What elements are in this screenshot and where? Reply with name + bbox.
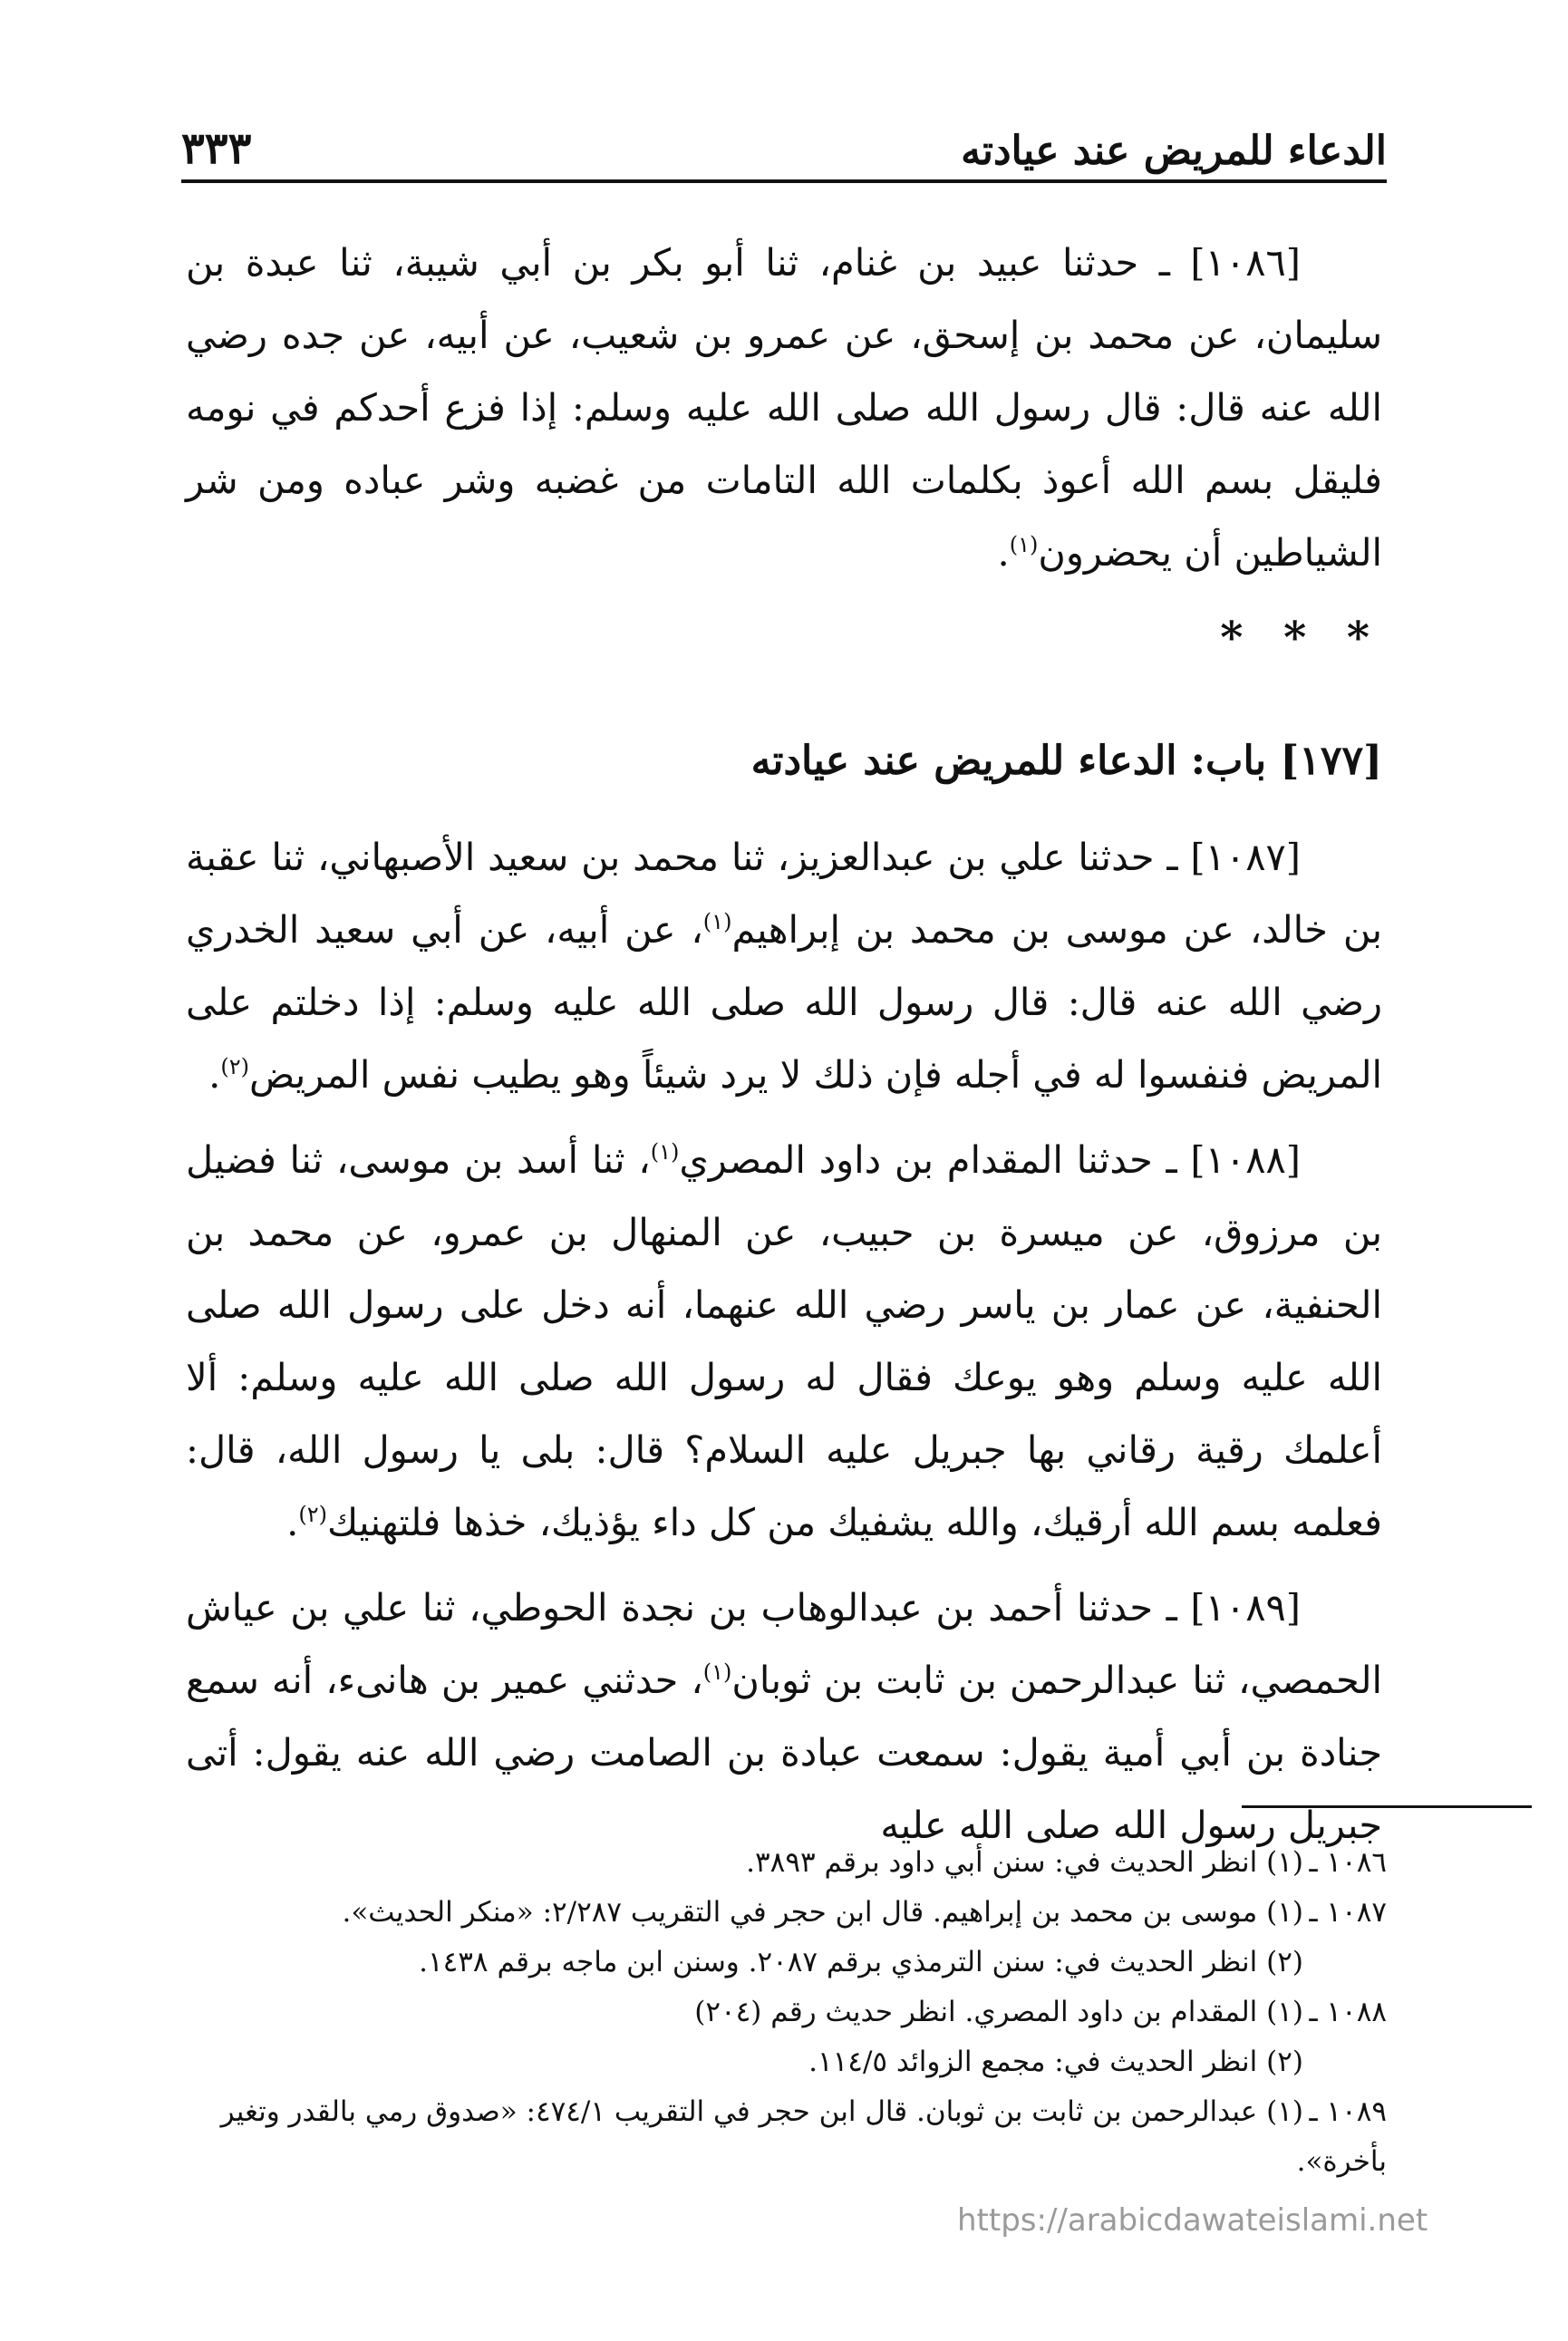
hadith-tail: . <box>997 530 1010 575</box>
footnote-marker[interactable]: (١) <box>650 1139 680 1166</box>
chapter-heading: [١٧٧] باب: الدعاء للمريض عند عيادته <box>750 738 1382 784</box>
running-title: الدعاء للمريض عند عيادته <box>961 128 1387 174</box>
footnote-number: ١٠٨٨ ـ <box>1309 1996 1387 2028</box>
footnote-number: ١٠٨٧ ـ <box>1309 1896 1387 1929</box>
footnote-marker[interactable]: (١) <box>702 909 732 935</box>
hadith-text: [١٠٨٨] ـ حدثنا المقدام بن داود المصري <box>679 1137 1301 1182</box>
footnote-number: ١٠٨٦ ـ <box>1309 1846 1387 1879</box>
hadith-1087 <box>186 821 1382 1111</box>
hadith-text: [١٠٨٩] ـ حدثنا أحمد بن عبدالوهاب بن نجدة الحوطي، ثنا علي بن عياش الحمصي، ثنا عبدالرحمن بن ثابت بن ثوبان <box>186 1585 1382 1702</box>
footnote-1089-continuation: بأخرة». <box>1296 2145 1387 2178</box>
hadith-text: ، حدثني عمير بن هانىء، أنه سمع جنادة بن أبي أمية يقول: سمعت عبادة بن الصامت رضي الله عنه يقول: أتى جبريل رسول الله صلى الله عليه <box>186 1658 1382 1847</box>
watermark-url: https://arabicdawateislami.net <box>957 2202 1428 2239</box>
hadith-1086 <box>186 227 1382 589</box>
hadith-tail: . <box>286 1500 299 1544</box>
header-rule <box>181 179 1387 183</box>
footnotes <box>172 1838 1387 2187</box>
footnote-1087-2: (٢) انظر الحديث في: سنن الترمذي برقم ٢٠٨٧. وسنن ابن ماجه برقم ١٤٣٨. <box>419 1946 1303 1978</box>
footnote-marker[interactable]: (١) <box>1009 532 1039 558</box>
footnote-1089-1 <box>172 2087 1387 2137</box>
footnote-text: (١) المقدام بن داود المصري. انظر حديث رقم (٢٠٤) <box>694 1996 1303 2028</box>
hadith-text: [١٠٨٦] ـ حدثنا عبيد بن غنام، ثنا أبو بكر بن أبي شيبة، ثنا عبدة بن سليمان، عن محمد بن إسحق، عن عمرو بن شعيب، عن أبيه، عن جده رضي الله عنه قال: قال رسول الله صلى الله عليه وسلم: إذا فزع أحدكم في نومه فليقل بسم الله أعوذ بكلمات الله التامات من غضبه وشر عباده ومن شر الشياطين أن يحضرون <box>186 240 1382 575</box>
footnote-marker[interactable]: (٢) <box>220 1054 249 1080</box>
footnote-number: ١٠٨٩ ـ <box>1309 2095 1387 2128</box>
section-separator: * * * <box>1220 613 1382 663</box>
footnote-1088-2: (٢) انظر الحديث في: مجمع الزوائد ١١٤/٥. <box>808 2046 1303 2078</box>
hadith-text: ، ثنا أسد بن موسى، ثنا فضيل بن مرزوق، عن ميسرة بن حبيب، عن المنهال بن عمرو، عن محمد بن الحنفية، عن عمار بن ياسر رضي الله عنهما، أنه دخل على رسول الله صلى الله عليه وسلم وهو يوعك فقال له رسول الله صلى الله عليه وسلم: ألا أعلمك رقية رقاني بها جبريل عليه السلام؟ قال: بلى يا رسول الله، قال: فعلمه بسم الله أرقيك، والله يشفيك من كل داء يؤذيك، خذها فلتهنيك <box>186 1137 1382 1544</box>
footnote-rule <box>1242 1805 1532 1808</box>
footnote-text: (١) موسى بن محمد بن إبراهيم. قال ابن حجر في التقريب ٢/٢٨٧: «منكر الحديث». <box>342 1896 1303 1929</box>
footnote-text: (١) انظر الحديث في: سنن أبي داود برقم ٣٨٩٣. <box>746 1846 1303 1879</box>
hadith-text: [١٠٨٧] ـ حدثنا علي بن عبدالعزيز، ثنا محمد بن سعيد الأصبهاني، ثنا عقبة بن خالد، عن موسى بن محمد بن إبراهيم <box>186 835 1382 952</box>
footnote-text: (١) عبدالرحمن بن ثابت بن ثوبان. قال ابن حجر في التقريب ٤٧٤/١: «صدوق رمي بالقدر وتغير <box>220 2095 1303 2128</box>
hadith-1088 <box>186 1124 1382 1559</box>
hadith-text: ، عن أبيه، عن أبي سعيد الخدري رضي الله عنه قال: قال رسول الله صلى الله عليه وسلم: إذا دخلتم على المريض فنفسوا له في أجله فإن ذلك لا يرد شيئاً وهو يطيب نفس المريض <box>186 907 1382 1097</box>
footnote-1086 <box>172 1838 1387 1888</box>
footnote-marker[interactable]: (٢) <box>298 1502 327 1528</box>
running-header <box>181 116 1387 174</box>
main-text <box>186 227 1382 1874</box>
hadith-tail: . <box>208 1052 221 1097</box>
footnote-1087-1 <box>172 1888 1387 1938</box>
footnote-1088-1 <box>172 1988 1387 2037</box>
hadith-1089 <box>186 1572 1382 1862</box>
footnote-marker[interactable]: (١) <box>702 1659 732 1686</box>
page-number: ٣٣٣ <box>181 123 252 174</box>
